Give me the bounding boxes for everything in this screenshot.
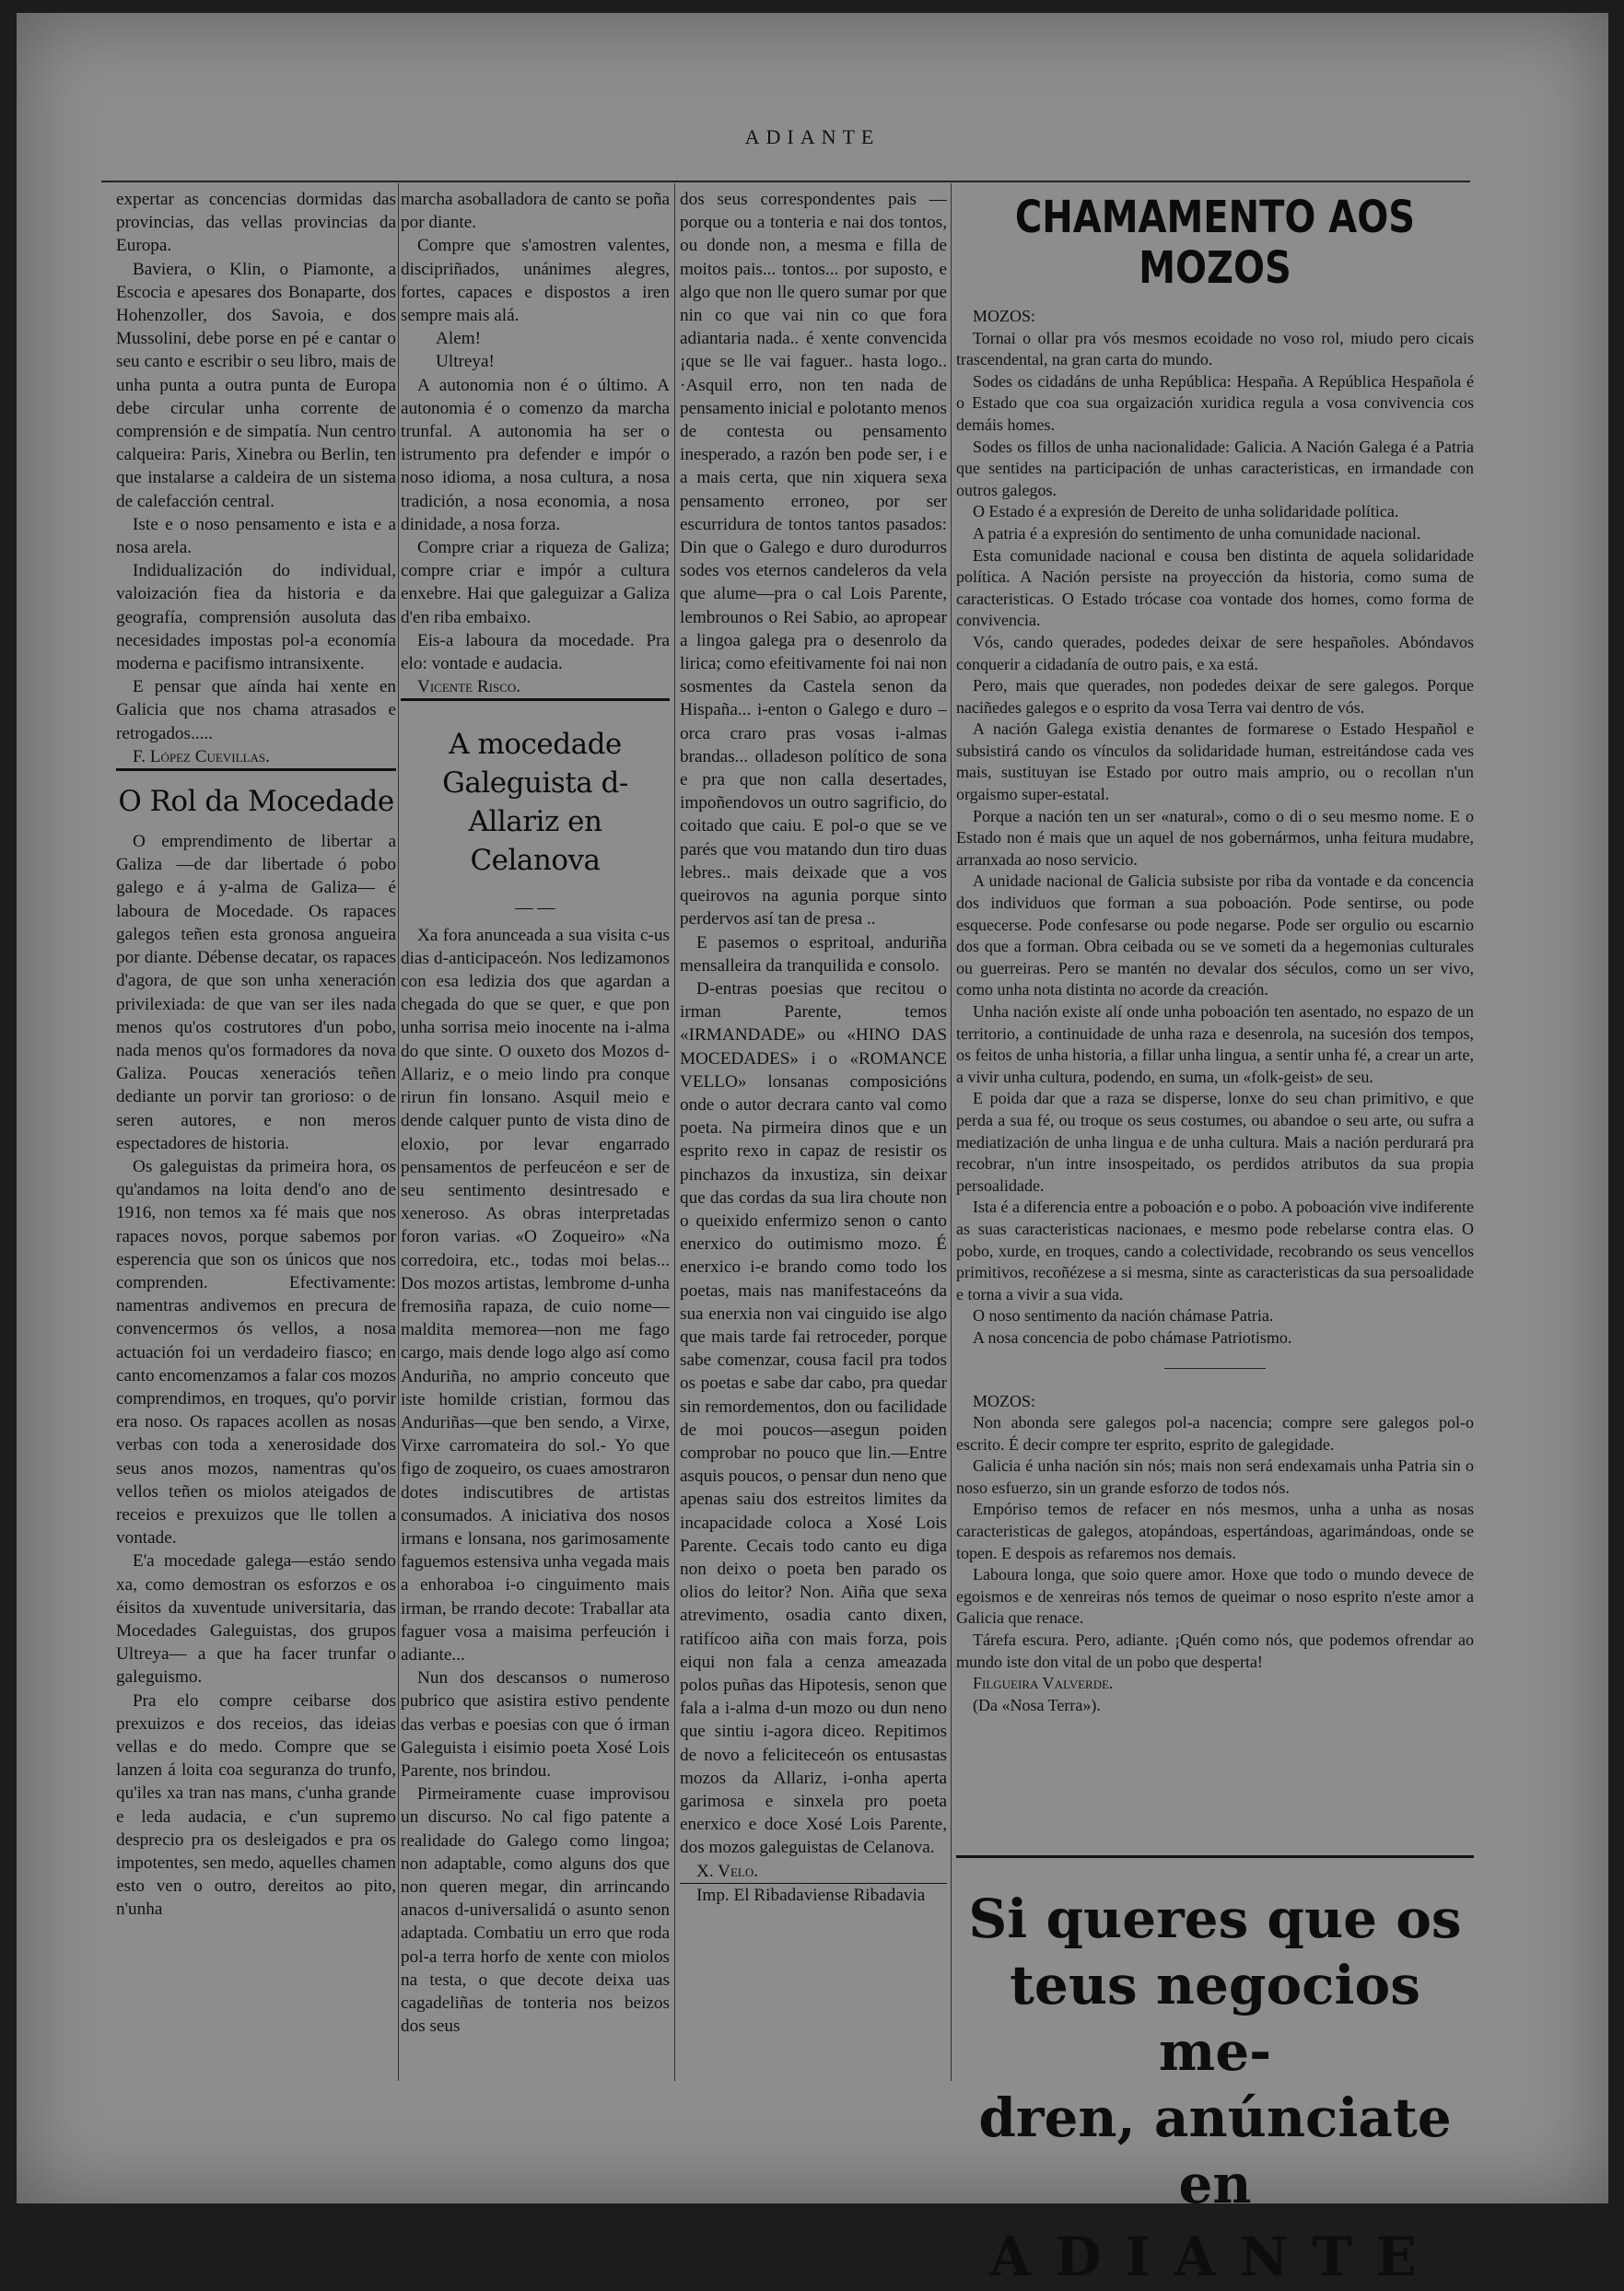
paragraph: O emprendimento de libertar a Galiza —de dar libertade ó pobo galego e á y-alma de Galiza— é laboura de Mocedade. Os rapaces galegos teñen esta gronosa angueira por diante. Débense decatar, os rapaces d'agora, de que son unha xeneración privilexiada: de que van ser iles nada menos qu'os costrutores d'un pobo, nada menos qu'os formadores da nova Galiza. Poucas xeneraciós teñen dediante un porvir tan grorioso: o de seren autores, e non meros espectadores de historia. [116,832,396,1153]
salutation: MOZOS: [973,1391,1036,1410]
newspaper-page [17,13,1608,2288]
paragraph: Os galeguistas da primeira hora, os qu'andamos na loita dend'o ano de 1916, non temos xa fé mais que nos rapaces novos, porque sabemos por esperencia que son os únicos que nos comprenden. Efectivamente: namentras andivemos en precura de convencermos ós vellos, a nosa actuación foi un verdadeiro fiasco; en canto encomenzamos a falar cos mozos comprendimos, en troques, qu'o porvir era noso. Os rapaces acollen as nosas verbas con toda a xenerosidade dos seus anos mozos, namentras qu'os vellos teñen os miolos ateigados de receios e prexuizos que lle tollen a vontade. [116,1156,396,1549]
column-divider [398,183,399,2081]
paragraph: Tornai o ollar pra vós mesmos ecoidade no voso rol, miudo pero cicais trascendental, na gran carta do mundo. [956,328,1474,369]
paragraph: Empóriso temos de refacer en nós mesmos, unha a unha as nosas caracteristicas de galegos, atopándoas, espertándoas, agarimándoas, onde se topen. E despois as refaremos nos demais. [956,1500,1474,1562]
paragraph: Sodes os fillos de unha nacionalidade: Galicia. A Nación Galega é a Patria que sentides na participación de unhas caracteristicas, en irmandade con outros galegos. [956,437,1474,499]
section-rule [401,698,670,701]
advertisement [956,1855,1474,2288]
paragraph: O noso sentimento da nación chámase Patria. [973,1306,1274,1326]
paragraph: Unha nación existe alí onde unha poboación ten asentado, no espazo de un territorio, a continuidade de unha raza e desenrola, na sucesión dos tempos, os feitos de unha historia, a fillar unha lingua, a sentir unha fé, a crear un arte, a vivir unha cultura, podendo, en suma, un «folk-geist» de seu. [956,1002,1474,1086]
credit: (Da «Nosa Terra»). [973,1695,1101,1714]
paragraph: Compre criar a riqueza de Galiza; compre criar e impór a cultura enxebre. Hai que galeguizar a Galiza d'en riba embaixo. [401,538,670,627]
ad-line: dren, anúnciate en [978,2086,1452,2215]
signature: Vicente Risco. [417,677,521,697]
paragraph: Compre que s'amostren valentes, discipriñados, unánimes alegres, fortes, capaces e dispostos a iren sempre mais alá. [401,236,670,326]
section-rule [116,768,396,771]
paragraph: Non abonda sere galegos pol-a nacencia; compre sere galegos pol-o escrito. É decir compre ter esprito, esprito de galegidade. [956,1413,1474,1454]
paragraph: Ultreya! [436,352,495,372]
paragraph: Pero, mais que querades, non podedes deixar de sere galegos. Porque naciñedes galegos e o esprito da vosa Terra vai dentro de vós. [956,676,1474,717]
paragraph: Esta comunidade nacional e cousa ben distinta de aquela solidaridade política. A Nación persiste na proyección da historia, como suma de caracteristicas. O Estado trócase coa vontade dos homes, como forma de convivencia. [956,545,1474,630]
signature: X. Velo. [696,1861,759,1881]
paragraph: expertar as concencias dormidas das provincias, das vellas provincias da Europa. [116,190,396,256]
column-3 [680,188,947,2095]
paragraph: D-entras poesias que recitou o irman Parente, temos «IRMANDADE» ou «HINO DAS MOCEDADES» i o «ROMANCE VELLO» lonsanas composicións onde o autor decrara canto val como poeta. Na pirmeira dinos que e un esprito rexo in capaz de resistir os pinchazos da inxustiza, sin deixar que das cordas da sua lira choute non o queixido enfermizo senon o canto enerxico do outimismo mozo. É enerxico i-e brando como todo los poetas, mais nas manifestaceóns da sua enerxia non vai cinguido ise algo que mais tarde fai retroceder, porque sabe comenzar, cousa facil pra todos os poetas e sabe dar cabo, pra quedar sin remordementos, don ou facilidade de moi poucos—asegun poiden comprobar no pouco que lin.—Entre asquis poucos, o pensar dun neno que apenas saiu dos estreitos limites da incapacidade coloca a Xosé Lois Parente. Cecais todo canto eu diga non deixo o poeta ben parado os olios do leitor? Non. Aiña que sexa atrevimento, osadia canto dixen, ratifícoo aiña con mais forza, pois eiqui non fala a cenza ameazada polos puñas das Hipotesis, senon que fala a i-alma d-un mozo ou dun neno que sintiu i-agora diceo. Repitimos de novo a feliciteceón os entusastas mozos da Allariz, i-onha aperta garimosa e sinxela pro poeta enerxico e doce Xosé Lois Parente, dos mozos galeguistas de Celanova. [680,978,947,1858]
ad-line: teus negocios me- [1010,1954,1420,2083]
paragraph: Laboura longa, que soio quere amor. Hoxe que todo o mundo devece de egoismos e de xenreiras nós temos de queimar o noso esprito n'este amor a Galicia que renace. [956,1565,1474,1628]
paragraph: A nación Galega existia denantes de formarese o Estado Hespañol e subsistirá cando os vínculos da solidaridade human, estreitándose cada ves mais, sustituyan ise Estado por outro mais amprio, ou o recollan n'un orgaismo super-estatal. [956,719,1474,804]
column-4 [956,188,1474,1957]
paragraph: Pirmeiramente cuase improvisou un discurso. No cal figo patente a realidade do Galego como lingoa; non adaptable, como alguns dos que non queren megar, din arrincando anacos d-universalidá o asunto senon adaptada. Combatiu un erro que roda pol-a terra horfo de xente con miolos na testa, o que decote deixa uas cagadeliñas de tonteria nos beizos dos seus [401,1784,670,2037]
imprint: Imp. El Ribadaviense Ribadavia [696,1885,926,1905]
paragraph: E'a mocedade galega—estáo sendo xa, como demostran os esforzos e os éisitos da xuventude universitaria, das Mocedades Galeguistas, dos grupos Ultreya— a que ha facer trunfar o galeguismo. [116,1551,396,1688]
signature: Filgueira Valverde. [973,1674,1114,1693]
paragraph: E pensar que aínda hai xente en Galicia que nos chama atrasados e retrogados..... [116,677,396,743]
salutation: MOZOS: [973,307,1036,325]
ad-line: Si queres que os [968,1888,1462,1950]
signature: F. López Cuevillas. [133,746,270,766]
paragraph: E poida dar que a raza se disperse, lonxe do seu chan primitivo, e que perda a sua fé, ou troque os seus costumes, ou abandoe o seu arte, ou sufra a mediatización de unha lingua e de unha cultura. Mais a nación perdurará pra recobrar, n'un intre insospeitado, os perdidos atributos da sua propia persoalidade. [956,1089,1474,1195]
paragraph: A nosa concencia de pobo chámase Patriotismo. [973,1327,1292,1347]
column-divider [951,183,952,2081]
article-title: O Rol da Mocedade [118,785,394,819]
paragraph: A autonomia non é o último. A autonomia é o comenzo da marcha trunfal. A autonomia ha ser o istrumento pra defender e impór o noso idioma, a nosa cultura, a nosa tradición, a nosa economia, a nosa dinidade, a nosa forza. [401,375,670,534]
section-rule [1164,1368,1266,1369]
masthead: ADIANTE [744,125,881,148]
ad-brand: ADIANTE [989,2226,1441,2288]
paragraph: Ista é a diferencia entre a poboación e o pobo. A poboación vive indiferente as suas caracteristicas nacionaes, e mesmo pode rebelarse contra elas. O pobo, xurde, en troques, cando a colectividade, recobrando os seus vencellos primitivos, recoñézese a si mesma, sinte as caracteristicas da sua persoalidade e torna a vivir a sua vida. [956,1198,1474,1303]
paragraph: dos seus correspondentes pais —porque ou a tonteria e nai dos tontos, ou donde non, a mesma e filla de moitos pais... tontos... por suposto, e algo que non lle quero sumar por que nin co que vai nin co que fora adiantaria nada.. é xente convencida ¡que se lle vai faguer.. hasta logo.. ·Asquil erro, non ten nada de pensamento inicial e polotanto menos de contesta ou pensamento inesperado, a razón ben pode ser, i e a mais certa, que nin xiquera sexa pensamento erroneo, por ser escurridura de tontos tantos pasados: Din que o Galego e duro durodurros sodes vos eternos candeleros da vela que alume—pra o cal Lois Parente, lembrounos o Rei Sabio, ao apropear a lingoa galega pra o desenrolo da lirica; como efeitivamente foi nai non sosmentes da Castela senon da Hispaña... i-enton o Galego e duro – orca craro pras vosas i-almas brandas... olladeson político de sona e pra que non calla desertades, impoñendovos un outro sagrificio, do coitado que caiu. E pol-o que se ve parés que vou matando dun tiro duas lebres.. mais deixade que a vos queirovos na agunia porque sinto perdervos así tan de presa .. [680,190,947,929]
paragraph: Nun dos descansos o numeroso pubrico que asistira estivo pendente das verbas e poesias con que ó irman Galeguista i eisimio poeta Xosé Lois Parente, nos brindou. [401,1668,670,1781]
paragraph: A patria é a expresión do sentimento de unha comunidade nacional. [973,523,1421,543]
paragraph: Tárefa escura. Pero, adiante. ¡Quén como nós, que podemos ofrendar ao mundo iste don vital de un pobo que desperta! [956,1631,1474,1671]
paragraph: Eis-a laboura da mocedade. Pra elo: vontade e audacia. [401,630,670,674]
paragraph: Indidualización do individual, valoización fiea da historia e da geografía, comprensión ausoluta das necesidades impostas pol-a economía moderna e pacifismo intransixente. [116,561,396,674]
article-title: A mocedade Galeguista d-Allariz en Celanova [442,728,628,878]
column-2 [401,188,670,2095]
title-separator: — — [515,898,555,918]
paragraph: Vós, cando querades, podedes deixar de sere hespañoles. Abóndavos conquerir a cidadanía de outro pais, e xa está. [956,632,1474,673]
paragraph: Alem! [436,329,482,349]
paragraph: Xa fora anunceada a sua visita c-us dias d-anticipaceón. Nos ledizamonos con esa ledizia dos que agardan a chegada do que se quer, e que pon unha sorrisa meio inocente na i-alma do que sinte. O ouxeto dos Mozos d-Allariz, e o meio lindo pra conque rirun fin lonsano. Asquil meio e dende calquer punto de vista dino de eloxio, por levar engarrado pensamentos de perfeucéon e ser de seu sentimento desintresado e xeneroso. As obras interpretadas foron varias. «O Zoqueiro» «Na corredoira, etc., todas moi belas... Dos mozos artistas, lembrome d-unha fremosiña rapaza, de cuio nome—maldita memorea—non me fago cargo, mais dende logo algo así como Anduriña, no amprio conceuto que iste homilde cristian, formou das Anduriñas—que ben sendo, a Virxe, Virxe carromateira do sol.- Yo que figo de zoqueiro, os cuaes amostraron dotes indiscutibres de artistas consumados. A iniciativa dos nosos irmans e lonsana, nos garimosamente faguemos estensiva unha vegada mais a enhoraboa i-o cinguimento mais irman, be rrando decote: Traballar ata faguer vosa a maisima perfeución i adiante... [401,925,670,1665]
column-1 [116,188,396,2095]
paragraph: Sodes os cidadáns de unha República: Hespaña. A República Hespañola é o Estado que coa sua orgaización xuridica regula a vosa convivencia cos demáis homes. [956,371,1474,434]
article-title: CHAMAMENTO AOS MOZOS [1014,192,1416,295]
paragraph: A unidade nacional de Galicia subsiste por riba da vontade e da concencia dos individuos que forman a sua poboación. Pode sentirse, ou pode esquecerse. Pode confesarse ou pode negarse. Pode ser orgulio ou escarnio dos que a forman. Obra ceibada ou se ve someti da a hegemonias culturales ou guerreiras. Pero se mantén no devalar dos séculos, como un ser vivo, como unha nota distinta no acorde da creación. [956,871,1474,999]
paragraph: Galicia é unha nación sin nós; mais non será endexamais unha Patria sin o noso esfuerzo, sin un grande esforzo de todos nós. [956,1456,1474,1497]
paragraph: Baviera, o Klin, o Piamonte, a Escocia e apesares dos Bonaparte, dos Hohenzoller, dos Savoia, e dos Mussolini, debe porse en pé e cantar o seu canto e escribir o seu libro, mais de unha punta a outra punta de Europa debe circular unha corrente de comprensión e de simpatía. Nun centro calqueira: Paris, Xinebra ou Berlin, ten que instalarse a caldeira de un sistema de calefacción central. [116,259,396,511]
paragraph: Pra elo compre ceibarse dos prexuizos e dos receios, das ideias vellas e do medo. Compre que se lanzen á loita coa seguranza do trunfo, qu'iles xa tran nas mans, c'unha grande e leda audacia, e c'un supremo desprecio pra os desleigados e pra os impotentes, sen medo, aquelles chamen esto ven o outro, dereitos ao pito, n'unha [116,1690,396,1920]
paragraph: marcha asoballadora de canto se poña por diante. [401,190,670,233]
top-rule [101,181,1470,182]
paragraph: O Estado é a expresión de Dereito de unha solidaridade política. [973,502,1399,521]
paragraph: E pasemos o espritoal, anduriña mensalleira da tranquilida e consolo. [680,932,947,976]
paragraph: Porque a nación ten un ser «natural», como o di o seu mesmo nome. E o Estado non é mais que un aquel de nos gobernármos, unha feitura mudabre, arranxada ao noso servicio. [956,806,1474,869]
column-divider [674,183,675,2081]
paragraph: Iste e o noso pensamento e ista e a nosa arela. [116,514,396,558]
section-rule [956,1855,1474,1858]
